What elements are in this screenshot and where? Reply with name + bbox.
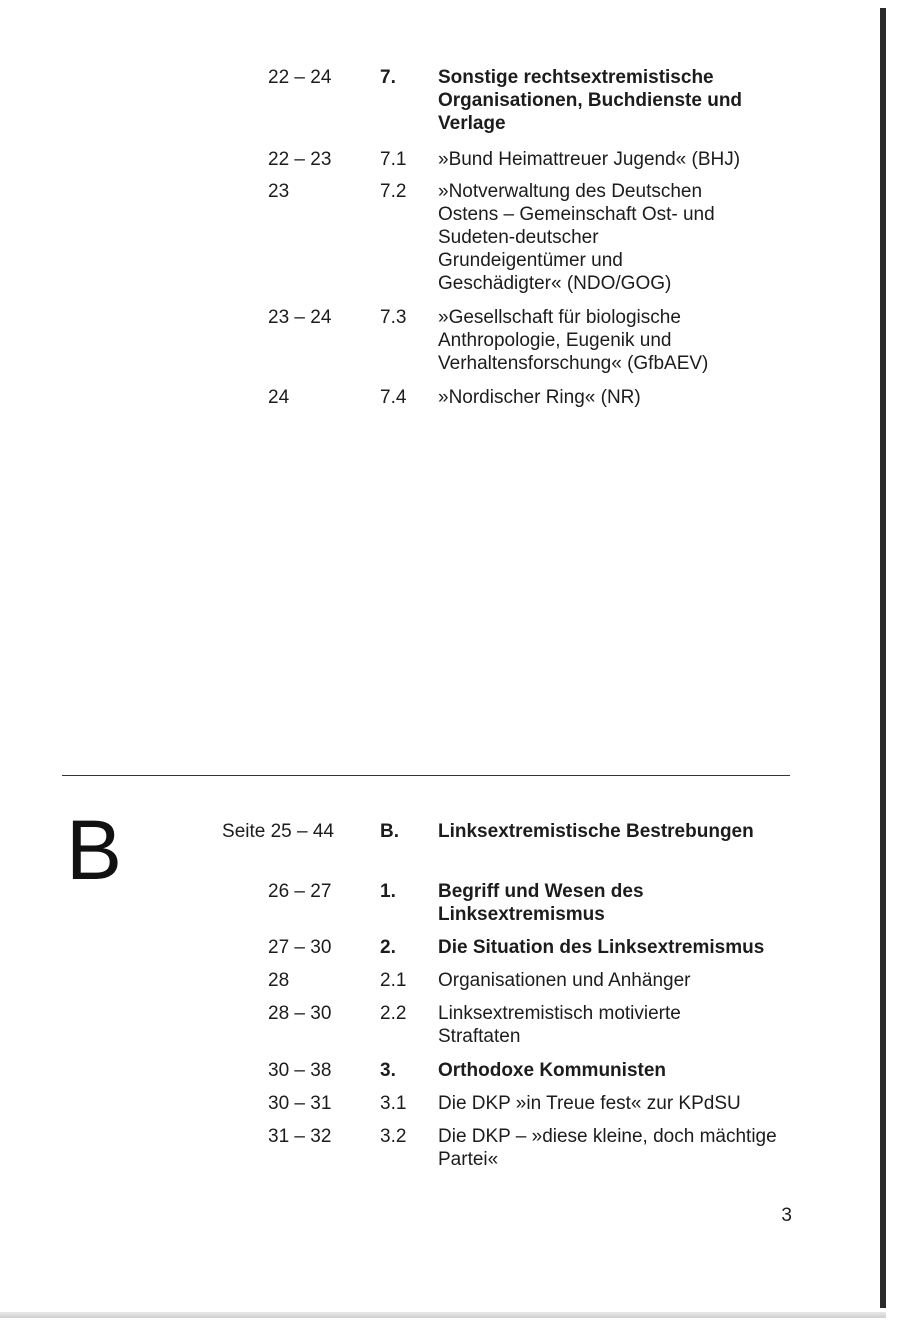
toc-number: 7.1 <box>380 149 407 170</box>
toc-number: 7. <box>380 67 396 88</box>
toc-number: 7.2 <box>380 181 407 202</box>
toc-number: 2.2 <box>380 1003 407 1024</box>
toc-title: Sonstige rechtsextremistische Organisationen, Buchdienste und Verlage <box>438 67 743 134</box>
toc-pages: 28 – 30 <box>268 1003 332 1024</box>
toc-pages: 23 – 24 <box>268 307 332 328</box>
toc-title: Die Situation des Linksextremismus <box>438 937 765 958</box>
toc-pages: 30 – 38 <box>268 1060 332 1081</box>
toc-title: »Notverwaltung des Deutschen Ostens – Gemeinschaft Ost- und Sudeten-deutscher Grundeigentümer und Geschädigter« (NDO/GOG) <box>438 181 715 294</box>
toc-number: 2. <box>380 937 396 958</box>
scan-edge-bottom <box>0 1312 886 1318</box>
toc-pages: 22 – 23 <box>268 149 332 170</box>
page-number: 3 <box>781 1205 792 1226</box>
section-title: Linksextremistische Bestrebungen <box>438 821 754 842</box>
toc-title: Die DKP »in Treue fest« zur KPdSU <box>438 1093 741 1114</box>
section-divider <box>62 775 790 776</box>
toc-pages: 31 – 32 <box>268 1126 332 1147</box>
toc-number: 1. <box>380 881 396 902</box>
toc-pages: 28 <box>268 970 290 991</box>
toc-number: 2.1 <box>380 970 407 991</box>
toc-title: Linksextremistisch motivierte Straftaten <box>438 1003 681 1047</box>
toc-pages: 22 – 24 <box>268 67 332 88</box>
toc-number: 7.3 <box>380 307 407 328</box>
toc-title: »Gesellschaft für biologische Anthropologie, Eugenik und Verhaltensforschung« (GfbAEV) <box>438 307 709 374</box>
toc-title: Begriff und Wesen des Linksextremismus <box>438 881 644 925</box>
section-number: B. <box>380 821 399 842</box>
toc-title: Organisationen und Anhänger <box>438 970 691 991</box>
section-letter: B <box>66 803 123 897</box>
toc-number: 3.2 <box>380 1126 407 1147</box>
section-pages: Seite 25 – 44 <box>222 821 334 842</box>
toc-number: 7.4 <box>380 387 407 408</box>
toc-pages: 23 <box>268 181 290 202</box>
toc-title: »Nordischer Ring« (NR) <box>438 387 641 408</box>
toc-title: Orthodoxe Kommunisten <box>438 1060 667 1081</box>
toc-pages: 26 – 27 <box>268 881 332 902</box>
toc-pages: 27 – 30 <box>268 937 332 958</box>
toc-title: »Bund Heimattreuer Jugend« (BHJ) <box>438 149 741 170</box>
toc-number: 3.1 <box>380 1093 407 1114</box>
toc-title: Die DKP – »diese kleine, doch mächtige Partei« <box>438 1126 777 1170</box>
toc-number: 3. <box>380 1060 396 1081</box>
toc-pages: 24 <box>268 387 290 408</box>
scan-edge-right <box>880 8 886 1308</box>
toc-pages: 30 – 31 <box>268 1093 332 1114</box>
